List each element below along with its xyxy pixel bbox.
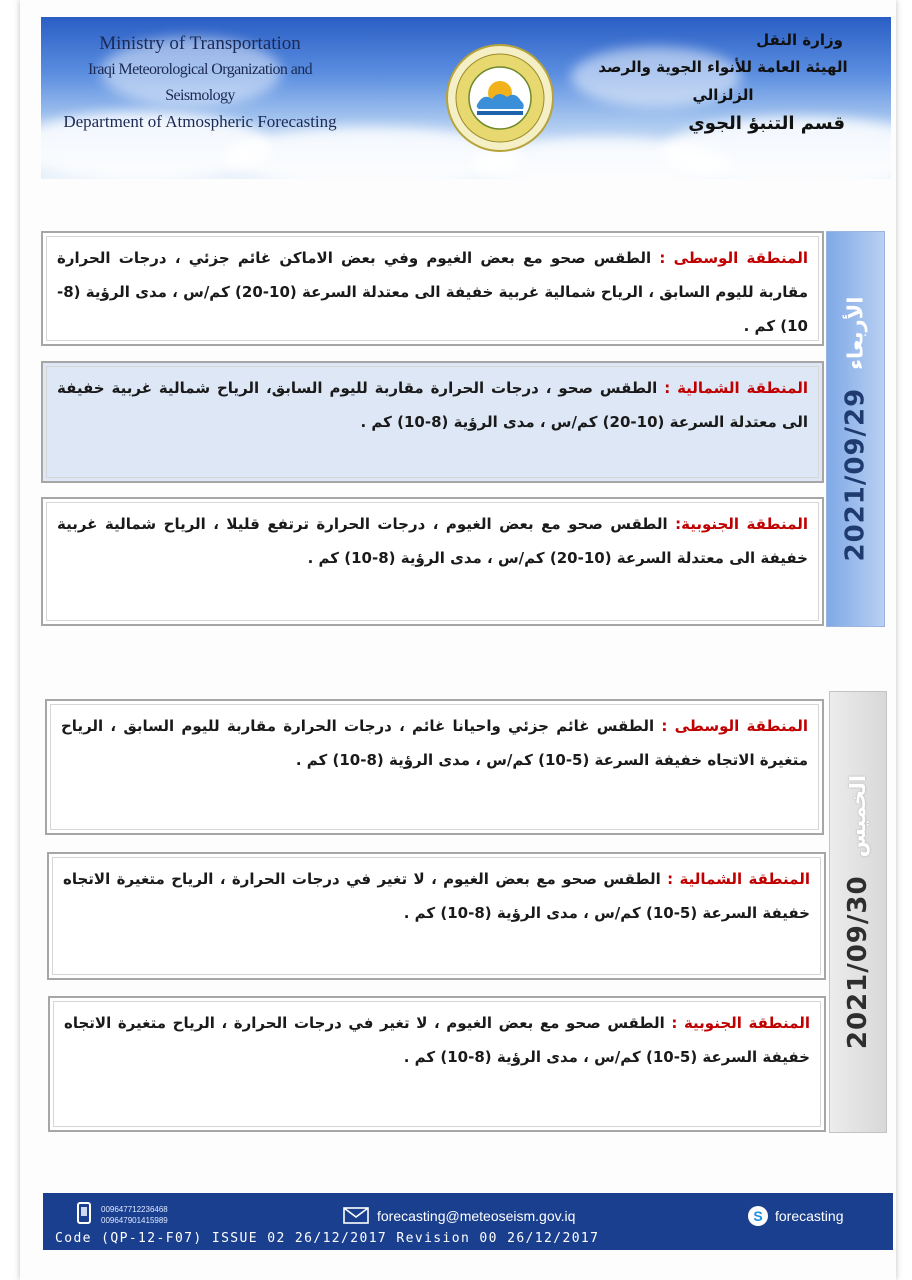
forecast-day1-south	[41, 497, 824, 626]
forecast-text: الطقس غائم جزئي واحيانا غائم ، درجات الحرارة مقاربة لليوم السابق ، الرياح متغيرة الاتجاه خفيفة السرعة (5-10) كم/س ، مدى الرؤية (8-10) كم .	[61, 717, 808, 769]
skype-icon: S	[748, 1206, 768, 1226]
department-name-en: Department of Atmospheric Forecasting	[63, 112, 337, 131]
forecast-text: الطقس صحو مع بعض الغيوم ، لا تغير في درجات الحرارة ، الرياح متغيرة الاتجاه خفيفة السرعة (5-10) كم/س ، مدى الرؤية (8-10) كم .	[64, 1014, 810, 1066]
forecast-text: الطقس صحو مع بعض الغيوم ، لا تغير في درجات الحرارة ، الرياح متغيرة الاتجاه خفيفة السرعة (5-10) كم/س ، مدى الرؤية (8-10) كم .	[63, 870, 810, 922]
region-label: المنطقة الشمالية :	[667, 870, 811, 888]
day2-date-bar	[829, 691, 887, 1133]
phone-number-2: 009647901415989	[101, 1216, 168, 1225]
header-arabic	[573, 27, 873, 139]
ministry-name-en: Ministry of Transportation	[99, 33, 301, 54]
forecast-text: الطقس صحو مع بعض الغيوم وفي بعض الاماكن غائم جزئي ، درجات الحرارة مقاربة لليوم السابق ، الرياح شمالية غربية خفيفة الى معتدلة السرعة (10-20) كم/س ، مدى الرؤية (8-10) كم .	[57, 249, 808, 335]
skype-name: forecasting	[775, 1208, 844, 1224]
region-label: المنطقة الوسطى :	[661, 717, 808, 735]
organization-name-ar: الهيئة العامة للأنواء الجوية والرصد الزلزالي	[598, 58, 848, 104]
document-code-line: Code (QP-12-F07) ISSUE 02 26/12/2017 Revision 00 26/12/2017	[55, 1231, 600, 1246]
day1-weekday: الأربعاء	[843, 296, 868, 370]
mail-icon	[343, 1207, 369, 1224]
forecast-day2-central	[45, 699, 824, 835]
day1-date-bar	[826, 231, 885, 627]
header-english	[55, 31, 345, 135]
organization-name-en: Iraqi Meteorological Organization and Seismology	[87, 61, 313, 104]
forecast-day1-central	[41, 231, 824, 346]
email-contact[interactable]	[343, 1207, 575, 1224]
day2-date: 2021/09/30	[843, 875, 873, 1050]
department-name-ar: قسم التنبؤ الجوي	[688, 113, 845, 134]
forecast-text: الطقس صحو ، درجات الحرارة مقاربة لليوم السابق، الرياح شمالية غربية خفيفة الى معتدلة السرعة (10-20) كم/س ، مدى الرؤية (8-10) كم .	[57, 379, 808, 431]
forecast-day2-north	[47, 852, 826, 980]
footer-bar	[43, 1193, 893, 1250]
phone-number-1: 009647712236468	[101, 1205, 168, 1214]
ministry-name-ar: وزارة النقل	[756, 31, 843, 49]
phone-numbers	[101, 1204, 168, 1226]
day1-date: 2021/09/29	[840, 387, 871, 562]
region-label: المنطقة الشمالية :	[664, 379, 808, 397]
day2-weekday: الخميس	[846, 774, 870, 858]
forecast-day2-south	[48, 996, 826, 1132]
region-label: المنطقة الجنوبية :	[671, 1014, 810, 1032]
region-label: المنطقة الوسطى :	[659, 249, 808, 267]
meteorological-organization-seal-icon	[445, 43, 555, 153]
skype-contact[interactable]	[748, 1206, 843, 1226]
forecast-text: الطقس صحو مع بعض الغيوم ، درجات الحرارة ترتفع قليلا ، الرياح شمالية غربية خفيفة الى معتدلة السرعة (10-20) كم/س ، مدى الرؤية (8-10) كم .	[57, 515, 808, 567]
header-banner	[41, 17, 891, 179]
forecast-day1-north	[41, 361, 824, 483]
region-label: المنطقة الجنوبية:	[675, 515, 808, 533]
phone-icon	[77, 1202, 91, 1224]
email-address: forecasting@meteoseism.gov.iq	[377, 1207, 576, 1224]
